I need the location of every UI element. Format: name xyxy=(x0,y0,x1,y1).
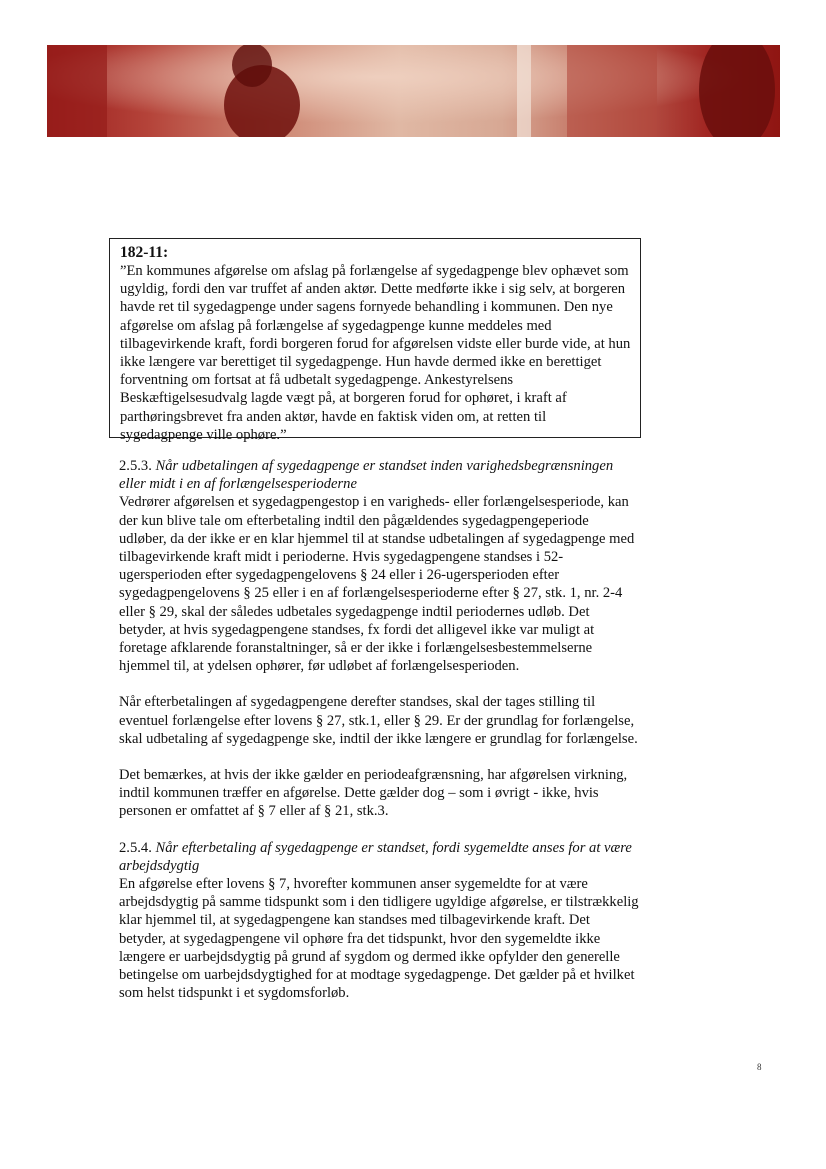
case-number: 182-11: xyxy=(120,244,169,261)
section-heading-2-5-3 xyxy=(119,457,639,493)
section-number: 2.5.4. xyxy=(119,839,152,856)
paragraph: Vedrører afgørelsen et sygedagpengestop i en varigheds- eller forlængelsesperiode, kan der kun blive tale om efterbetaling indtil den pågældendes sygedagpengeperiode udløber, da der ikke er en klar hjemmel til at standse udbetalingen af sygedagpenge med tilbagevirkende kraft midt i perioderne. Hvis sygedagpengene standses i 52-ugersperioden efter sygedagpengelovens § 24 eller i 26-ugersperioden efter sygedagpengelovens § 25 eller i en af forlængelsesperioderne efter § 27, stk. 1, nr. 2-4 eller § 29, skal der således udbetales sygedagpenge indtil periodernes udløb. Det betyder, at hvis sygedagpengene standses, fx fordi det alligevel ikke var muligt at foretage afklarende foranstaltninger, så er der ikke i forlængelsesbestemmelserne hjemmel til, at ydelsen ophører, før udløbet af forlængelsesperioden. xyxy=(119,494,635,675)
section-heading-2-5-4 xyxy=(119,839,639,875)
section-number: 2.5.3. xyxy=(119,458,152,474)
header-banner-image xyxy=(47,45,780,137)
main-text xyxy=(119,457,639,1002)
section-title: Når efterbetaling af sygedagpenge er standset, fordi sygemeldte anses for at være arbejdsdygtig xyxy=(119,839,632,874)
paragraph: Det bemærkes, at hvis der ikke gælder en periodeafgrænsning, har afgørelsen virkning, indtil kommunen træffer en afgørelse. Dette gælder dog – som i øvrigt - ikke, hvis personen er omfattet af § 7 eller af § 21, stk.3. xyxy=(119,767,628,820)
case-quote-box xyxy=(109,238,641,443)
paragraph: En afgørelse efter lovens § 7, hvorefter kommunen anser sygemeldte for at være arbejdsdygtig på samme tidspunkt som i den tidligere ugyldige afgørelse, er tilstrækkelig klar hjemmel til, at sygedagpengene kan standses med tilbagevirkende kraft. Det betyder, at sygedagpengene vil ophøre fra det tidspunkt, hvor den sygemeldte ikke længere er uarbejdsdygtig på grund af sygdom og dermed ikke opfylder den generelle betingelse om uarbejdsdygtighed for at modtage sygedagpenge. Det gælder på et hvilket som helst tidspunkt i et sygdomsforløb. xyxy=(119,876,639,1002)
paragraph: Når efterbetalingen af sygedagpengene derefter standses, skal der tages stilling til eventuel forlængelse efter lovens § 27, stk.1, eller § 29. Er der grundlag for forlængelse, skal udbetaling af sygedagpenge ske, indtil der ikke længere er grundlag for forlængelse. xyxy=(119,694,638,747)
case-quote-text: ”En kommunes afgørelse om afslag på forlængelse af sygedagpenge blev ophævet som ugyldig, fordi den var truffet af anden aktør. Dette medførte ikke i sig selv, at borgeren havde ret til sygedagpenge under sagens fornyede behandling i kommunen. Den nye afgørelse om afslag på forlængelse af sygedagpenge kunne meddeles med tilbagevirkende kraft, fordi borgeren forud for afgørelsen vidste eller burde vide, at hun ikke længere var berettiget til sygedagpenge. Hun havde dermed ikke en berettiget forventning om fortsat at få udbetalt sygedagpenge. Ankestyrelsens Beskæftigelsesudvalg lagde vægt på, at borgeren forud for ophøret, i kraft af parthøringsbrevet fra anden aktør, havde en faktisk viden om, at retten til sygedagpenge ville ophøre.” xyxy=(120,263,631,443)
banner-photo-silhouettes xyxy=(47,45,780,137)
page-number: 8 xyxy=(757,1062,762,1072)
section-title: Når udbetalingen af sygedagpenge er standset inden varighedsbegrænsningen eller midt i en af forlængelsesperioderne xyxy=(119,458,614,493)
